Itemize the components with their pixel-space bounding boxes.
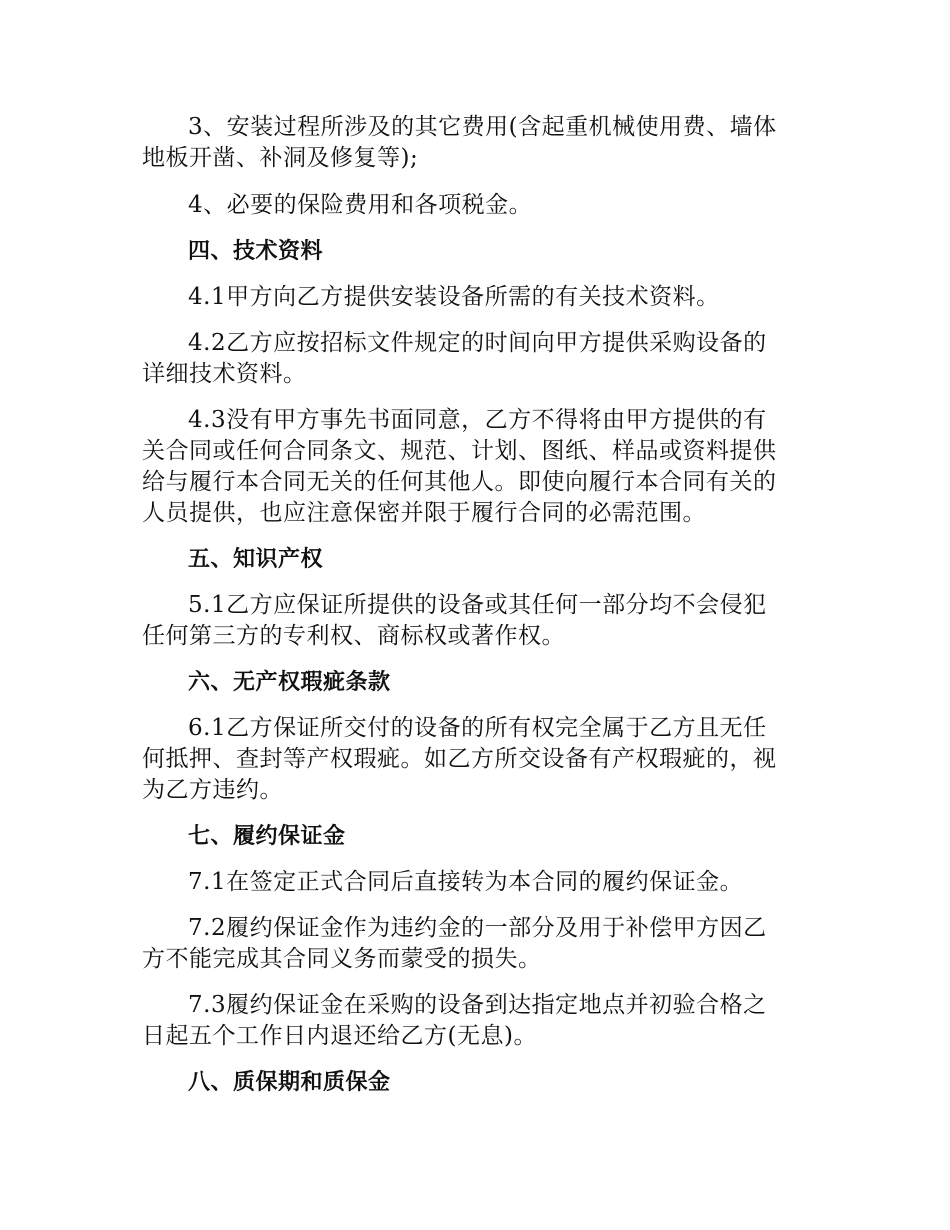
text-line: 关合同或任何合同条文、规范、计划、图纸、样品或资料提供: [142, 438, 777, 464]
text-line: 7.3履约保证金在采购的设备到达指定地点并初验合格之: [188, 992, 767, 1018]
clause-4-3: [142, 405, 810, 529]
text-line: 给与履行本合同无关的任何其他人。即使向履行本合同有关的: [142, 469, 777, 495]
text-line: 7.2履约保证金作为违约金的一部分及用于补偿甲方因乙: [188, 915, 767, 941]
text-line: 任何第三方的专利权、商标权或著作权。: [142, 623, 565, 649]
heading-text: 八、质保期和质保金: [188, 1070, 391, 1095]
text-line: 4.1甲方向乙方提供安装设备所需的有关技术资料。: [188, 284, 720, 310]
clause-4-2: [142, 328, 810, 390]
text-line: 4.2乙方应按招标文件规定的时间向甲方提供采购设备的: [188, 330, 767, 356]
clause-4-1: [142, 282, 810, 313]
text-line: 5.1乙方应保证所提供的设备或其任何一部分均不会侵犯: [188, 592, 767, 618]
text-line: 7.1在签定正式合同后直接转为本合同的履约保证金。: [188, 869, 744, 895]
clause-6-1: [142, 713, 810, 806]
section-heading-ip: [142, 544, 810, 575]
text-line: 地板开凿、补洞及修复等);: [142, 145, 419, 171]
text-line: 4、必要的保险费用和各项税金。: [188, 192, 533, 218]
clause-7-3: [142, 990, 810, 1052]
paragraph-3-installation-costs: [142, 112, 810, 174]
section-heading-technical-docs: [142, 236, 810, 267]
text-line: 何抵押、查封等产权瑕疵。如乙方所交设备有产权瑕疵的，视: [142, 746, 777, 772]
text-line: 6.1乙方保证所交付的设备的所有权完全属于乙方且无任: [188, 715, 767, 741]
heading-text: 四、技术资料: [188, 239, 324, 264]
text-line: 人员提供，也应注意保密并限于履行合同的必需范围。: [142, 500, 706, 526]
text-line: 4.3没有甲方事先书面同意，乙方不得将由甲方提供的有: [188, 407, 767, 433]
section-heading-no-title-defect: [142, 667, 810, 698]
paragraph-4-insurance-taxes: [142, 190, 810, 221]
clause-5-1: [142, 590, 810, 652]
clause-7-1: [142, 867, 810, 898]
clause-7-2: [142, 913, 810, 975]
text-line: 3、安装过程所涉及的其它费用(含起重机械使用费、墙体: [188, 114, 777, 140]
text-line: 详细技术资料。: [142, 361, 307, 387]
text-line: 日起五个工作日内退还给乙方(无息)。: [142, 1023, 537, 1049]
heading-text: 六、无产权瑕疵条款: [188, 670, 391, 695]
text-line: 为乙方违约。: [142, 777, 283, 803]
section-heading-warranty: [142, 1067, 810, 1098]
heading-text: 七、履约保证金: [188, 824, 346, 849]
section-heading-performance-bond: [142, 821, 810, 852]
text-line: 方不能完成其合同义务而蒙受的损失。: [142, 946, 542, 972]
heading-text: 五、知识产权: [188, 547, 324, 572]
